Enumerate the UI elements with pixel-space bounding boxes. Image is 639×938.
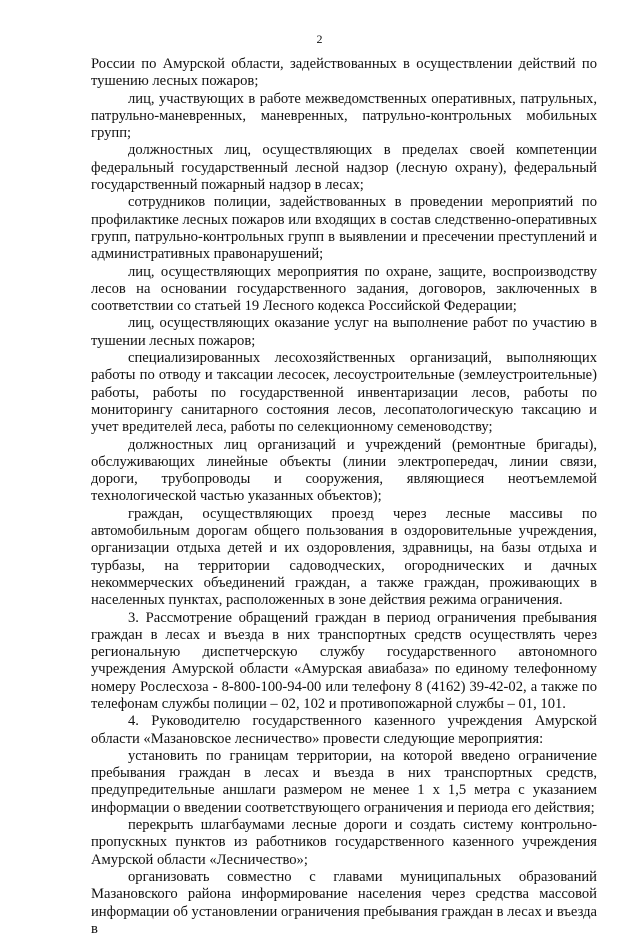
paragraph: лиц, осуществляющих оказание услуг на выполнение работ по участию в тушении лесных пожаров; <box>91 315 597 349</box>
paragraph: сотрудников полиции, задействованных в проведении мероприятий по профилактике лесных пожаров или входящих в состав следственно-оперативных групп, патрульно-контрольных групп в выявлении и пресечении преступлений и административных правонарушений; <box>91 194 597 263</box>
paragraph: граждан, осуществляющих проезд через лесные массивы по автомобильным дорогам общего пользования в оздоровительные учреждения, организации отдыха детей и их оздоровления, здравницы, на базы отдыха и турбазы, на территории садоводческих, огороднических и дачных некоммерческих объединений граждан, а также граждан, проживающих в населенных пунктах, расположенных в зоне действия режима ограничения. <box>91 505 597 609</box>
paragraph: России по Амурской области, задействованных в осуществлении действий по тушению лесных пожаров; <box>91 56 597 90</box>
paragraph: специализированных лесохозяйственных организаций, выполняющих работы по отводу и таксации лесосек, лесоустроительные (землеустроительные) работы, работы по государственной инвентаризации лесов, работы по мониторингу санитарного состояния лесов, лесопатологическую таксацию и учет вредителей леса, работы по селекционному семеноводству; <box>91 350 597 436</box>
document-body <box>91 56 597 938</box>
paragraph: организовать совместно с главами муниципальных образований Мазановского района информирование населения через средства массовой информации об установлении ограничения пребывания граждан в лесах и въезда в <box>91 868 597 937</box>
paragraph: должностных лиц организаций и учреждений (ремонтные бригады), обслуживающих линейные объекты (линии электропередач, линии связи, дороги, трубопроводы и сооружения, являющиеся неотъемлемой технологической частью указанных объектов); <box>91 436 597 505</box>
paragraph: лиц, осуществляющих мероприятия по охране, защите, воспроизводству лесов на основании государственного задания, договоров, заключенных в соответствии со статьей 19 Лесного кодекса Российской Федерации; <box>91 263 597 315</box>
paragraph: перекрыть шлагбаумами лесные дороги и создать систему контрольно-пропускных пунктов из работников государственного казенного учреждения Амурской области «Лесничество»; <box>91 817 597 868</box>
paragraph: 3. Рассмотрение обращений граждан в период ограничения пребывания граждан в лесах и въезда в них транспортных средств осуществлять через региональную диспетчерскую службу государственного автономного учреждения Амурской области «Амурская авиабаза» по единому телефонному номеру Рослесхоза - 8-800-100-94-00 или телефону 8 (4162) 39-42-02, а также по телефонам службы полиции – 02, 102 и противопожарной службы – 01, 101. <box>91 609 597 712</box>
page-number: 2 <box>316 32 323 46</box>
paragraph: должностных лиц, осуществляющих в пределах своей компетенции федеральный государственный лесной надзор (лесную охрану), федеральный государственный пожарный надзор в лесах; <box>91 142 597 194</box>
paragraph: 4. Руководителю государственного казенного учреждения Амурской области «Мазановское лесничество» провести следующие мероприятия: <box>91 713 597 747</box>
paragraph: лиц, участвующих в работе межведомственных оперативных, патрульных, патрульно-маневренных, маневренных, патрульно-контрольных мобильных групп; <box>91 90 597 142</box>
paragraph: установить по границам территории, на которой введено ограничение пребывания граждан в лесах и въезда в них транспортных средств, предупредительные аншлаги размером не менее 1 х 1,5 метра с указанием информации о введении соответствующего ограничения и периода его действия; <box>91 747 597 816</box>
